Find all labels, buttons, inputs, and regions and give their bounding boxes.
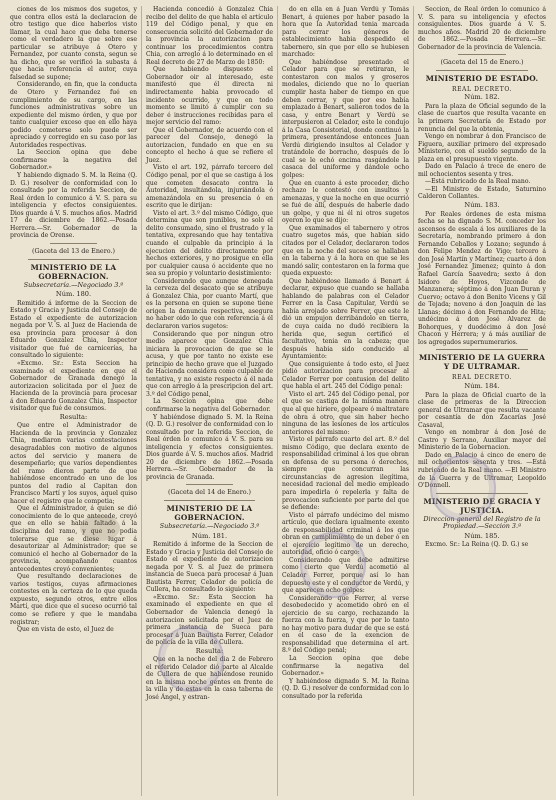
divider [186,484,233,485]
paragraph: Por Reales órdenes de esta misma fecha se ha dignado S. M. conceder los ascensos de escala á los auxiliares de la Secretaría, nombrando primero á don Fernando Ceballos y Lozano; segundo á don Felipe Mendez de Vigo; tercero á don José Martín y Martínez; cuarto á don José Fernandez Jimenez; quinto á don Rafael García Saavedra; sexto á don Isidoro de Hoyos, Vizconde de Manzanera; séptimo á don Juan Duran y Cuervo; octavo á don Benito Vicens y Gil de Tejada; noveno á don Joaquin de las Llanas; décimo á don Fernando de Hita; undécimo á don José Alvarez de Bohorques, y duodécimo á don José Chacon y Herrera; y á más auxiliar de los agregados supernumerarios. [418,210,546,346]
resulta-label: Resulta: [195,646,224,655]
paragraph: Excmo. Sr.: La Reina (Q. D. G.) se [425,541,529,549]
ministry-heading: MINISTERIO DE ESTADO. [425,73,539,83]
paragraph: Que en la noche del dia 2 de Febrero el referido Celador dió parte al Alcalde de Cullera de que habiéndose reunido en la misma noche gentes en frente de la villa y de estas en la casa taberna de José Ángel, y estran- [146,656,273,702]
paragraph: Y habiendo dignado S. M. la Reina (Q. D. G.) resolver de conformidad con lo consultado por la referida Seccion, de Real órden lo comunico á V. S. para su inteligencia y efectos consiguientes. Dios guarde á V. S. muchos años. Madrid 17 de diciembre de 1862.—Posada Herrera.—Sr. Gobernador de la provincia de Orense. [10,172,137,240]
ministry-heading: MINISTERIO DE LA GOBERNACION. [166,504,253,522]
item-number: Núm. 180. [55,290,92,299]
decree-label: REAL DECRETO. [451,85,513,93]
paragraph: Remitido á informe de la Seccion de Estado y Gracia y Justicia del Consejo de Estado el expediente de autorizacion negada por V. S. al Juez de primera instancia de Sueca para procesar á Juan Bautista Ferrer, Celador de policía de Cullera, ha consultado lo siguiente: [146,541,273,594]
paragraph: «Excmo. Sr.: Esta Seccion ha examinado el expediente en que el Gobernador de Valencia denegó la autorizacion solicitada por el Juez de primera instancia de Sueca para procesar á Juan Bautista Ferrer, Celador de policía de la villa de Cullera. [146,593,273,647]
divider [164,500,255,501]
paragraph: Que examinados el tabernero y otros cuatro sugetos más, que habian sido citados por el Celador, declararon todos que en la noche del suceso se hallaban en la taberna y á la hora en que se les mandó salir, contestaron en la forma que queda expuesto: [282,224,409,278]
column-1 [6,6,142,796]
divider [458,54,506,55]
paragraph: Que entre el Administrador de Hacienda de la provincia y Gonzalez Chia, mediaron varias contestaciones desagradables con motivo de algunos actos del servicio y manera de desempeñarlo; que varios dependientes del ramo dieron parte de que habiéndose encontrado en uno de los puntos del radio al Capitan don Francisco Martí y los suyos, aquel quiso hacer el registro que le competia; [10,422,137,505]
ministry-heading: MINISTERIO DE GRACIA Y JUSTICIA. [423,496,541,515]
paragraph: Visto el art. 245 del Código penal, por el que se castiga de la misma manera que al que hiriere, golpeare ó maltratare de obra á otro, que sin haber hecho ninguna de las lesiones de los artículos anteriores del mismo: [282,390,409,436]
department-subheading: Direccion general del Registro de la Propiedad.—Seccion 3.ª [423,514,541,531]
divider [28,259,119,260]
text-columns [6,6,550,796]
divider [436,70,528,71]
paragraph: Y habiéndose dignado S. M. la Reina (Q. D. G.) resolver de conformidad con lo consultado por la referida [282,677,409,700]
paragraph: Y habiéndose dignado S. M. la Reina (Q. D. G.) resolver de conformidad con lo consultado por la referida Seccion, de Real órden lo comunico á V. S. para su inteligencia y efectos consiguientes. Dios guarde á V. S. muchos años. Madrid 20 de diciembre de 1862.—Posada Herrera.—Sr. Gobernador de la provincia de Granada. [146,413,273,481]
paragraph: «Excmo. Sr.: Esta Seccion ha examinado el expediente en que el Gobernador de Granada denegó la autorizacion solicitada por el Juez de Hacienda de la provincia para procesar á don Eduardo Gonzalez Chia, Inspector visitador que fué de consumos. [10,359,137,413]
ministry-heading: MINISTERIO DE LA GUERRA Y DE ULTRAMAR. [418,353,546,372]
decree-label: REAL DECRETO. [451,374,513,382]
resulta-label: Resulta: [59,412,88,421]
paragraph: Que en vista de esto, el Juez de [17,626,114,634]
paragraph: Para la plaza de Oficial cuarto de la clase de primeras de la Direccion general de Ultramar que resulta vacante por cesantía de don Zacarías José Casaval, [418,391,546,429]
paragraph: —El Ministro de Estado, Saturnino Calderon Collantes. [418,185,546,201]
paragraph: Que el Gobernador, de acuerdo con el parecer del Consejo, denegó la autorizacion, fundado en que en su concepto el hecho á que se refiere el Juez. [146,126,273,164]
paragraph: La Seccion opina que debe confirmarse la negativa del Gobernador. [146,398,273,413]
paragraph: Para la plaza de Oficial segundo de la clase de cuartos que resulta vacante en la primera Secretaría de Estado por renuncia del que la obtenia, [418,102,546,133]
paragraph: Visto el art. 192, párrafo tercero del Código penal, por el que se castiga á los que cometen desacato contra la Autoridad, insultándola, injuriándola ó amenazándola en su presencia ó en escrito que le dirijan: [146,164,273,210]
paragraph: Hacienda concedió á Gonzalez Chia recibo del delito de que habla el artículo 119 del Código penal, y que en consecuencia solicitó del Gobernador de la provincia la autorizacion para continuar los procedimientos contra Chia, con arreglo á lo determinado en el Real decreto de 27 de Marzo de 1850: [146,6,273,66]
paragraph: Visto el art. 3.º del mismo Código, que determina que son punibles, no solo el delito consumado, sino el frustrado y la tentativa, expresando que hay tentativa cuando el culpable da principio á la ejecucion del delito directamente por hechos exteriores, y no prosigue en ella por cualquier causa ó accidente que no sea su propio y voluntario desistimiento: [146,209,273,278]
paragraph: Dado en Palacio á cinco de enero de mil ochocientos sesenta y tres. —Está rubricado de la Real mano. —El Ministro de la Guerra y de Ultramar, Leopoldo O'Donnell. [418,451,546,490]
paragraph: Vengo en nombrar á don Francisco de Figuera, auxiliar primero del expresado Ministerio, con el sueldo segundo de la plaza en el presupuesto vigente. [418,133,546,163]
paragraph: La Seccion opina que debe confirmarse la negativa del Gobernador.» [282,655,409,678]
paragraph: ciones de los mismos dos sugetos, y que contra ellos está la declaracion de otro testigo que dice haberlos visto llamar, la cual hace que deba tenerse como el verdadero la que sobre ese particular se atribuye á Otero y Fernandez, por cuanto consta, segun se ha dicho, que se verificó la subasta á que hacia referencia el autor, cuya falsedad se supone; [10,6,137,81]
paragraph: Que habiéndose presentado el Celador para que se retiraran, le contestaron con malos y groseros modales, diciendo que no lo querian cumplir hasta haber de tiempo en que deben cerrar, y que por eso había emplazado á Benart, salieron todos de la casa, y entre Benart y Verdú se interpusieron al Celador, este le condujo á la Casa Consistorial, donde continuó la primera, presentándose entonces Juan Verdú dirigiendo insultos al Celador y tratándole de borracho, después de lo cual se le echó encima rasgándole la casaca del uniforme y dándole ocho golpes: [282,58,409,180]
paragraph: Vengo en nombrar á don José de Castro y Serrano, Auxiliar mayor del Ministerio de la Gobernacion. [418,429,546,452]
paragraph: Remitido á informe de la Seccion de Estado y Gracia y Justicia del Consejo de Estado el expediente de autorizacion negada por V. S. al Juez de Hacienda de esa provincia para procesar á don Eduardo Gonzalez Chia, Inspector visitador que fué de carnicerías, ha consultado lo siguiente: [10,299,137,360]
item-number: Núm. 185. [464,531,500,540]
item-number: Núm. 181. [191,531,228,540]
gazette-date: (Gaceta del 13 de Enero.) [31,246,116,255]
paragraph: Considerando, en fin, que la conducta de Otero y Fernandez fué en cumplimiento de su cargo, en las funciones administrativas sobre un expediente del mismo órden, y que por tanto cualquier exceso que en ello haya podido cometerse solo puede ser apreciado y corregido en su caso por las Autoridades respectivas. [10,81,137,149]
gazette-date: (Gaceta del 15 de Enero.) [440,58,524,67]
divider [50,243,97,244]
paragraph: Que habiendo dispuesto el Gobernador oir al interesado, este manifestó que él directa ni indirectamente habia provocado el incidente ocurrido, y que en todo momento se limitó á cumplir con su deber é instrucciones recibidas para el mejor servicio del ramo: [146,66,273,127]
paragraph: Considerando que debe admitirse como cierto que Verdú acometió al Celador Ferrer, porque así lo han depuesto este y el conductor de Verdú, y que aparecen ocho golpes: [282,556,409,595]
paragraph: Considerando que aunque denegada la cerveza del desacato que se atribuye á Gonzalez Chia, por cuanto Martí, que es la persona en quien se supone tiene origen la denuncia respectiva, asegura no haber oido lo que con referencia á él declararon varios sugetos: [146,277,273,330]
paragraph: Que en cuanto á este proceder, dicho rechazo le contestó con insultos y amenazas, y que la noche en que ocurrió se fué de allí, después de haberle dado un golpe, y que ni él ni otros sugetos oyeron lo que se dijo: [282,179,409,225]
item-number: Núm. 184. [464,381,500,390]
department-subheading: Subsecretaría.—Negociado 3.º [159,522,260,530]
divider [436,349,528,350]
ministry-heading: MINISTERIO DE LA GOBERNACION. [30,262,117,281]
paragraph: Considerando que por ningun otro medio aparece que Gonzalez Chia iniciara la provocacion de que se le acusa, y que por tanto no existe ese principio de hecho grave que el Juzgado de Hacienda considera como culpable de tentativa, y no existe respecto á él nada que con arreglo á la prescripcion del art. 3.º del Código penal, [146,330,274,398]
paragraph: do en ella en á Juan Verdú y Tomás Benart, á quienes por haber pasado la hora que la Autoridad tenia marcada para cerrar los géneros de establecimiento habia despedido el tabernero, sin que por ello se hubiesen marchado: [282,6,409,59]
item-number: Núm. 183. [464,201,500,210]
gazette-date: (Gaceta del 14 de Enero.) [167,488,252,497]
paragraph: Visto el párrafo undécimo del mismo artículo, que declara igualmente exento de responsabilidad criminal á los que obran en cumplimiento de un deber ó en el ejercicio legítimo de un derecho, autoridad, oficio ó cargo: [282,511,409,557]
divider [436,493,528,494]
column-3 [278,6,414,796]
paragraph: Que habiéndose llamado á Benart á declarar, expuso que cuando se hallaba hablando de palabras con el Celador Ferrer en la Casa Capitular, Verdú se había arrojado sobre Ferrer, que este le dió un empujon derribándolo en tierra, de cuya caida no dudó recibiera la herida que, segun certificó el facultativo, tenia en la cabeza; que después habia sido conducido al Ayuntamiento: [282,277,409,361]
paragraph: Que resultando declaraciones de varios testigos, cuyas afirmaciones contestes en la certeza de lo que queda expuesto, segundo otros, entre ellos Martí, que dice que el suceso ocurrió tal como se refiere y que le mandaba registrar; [10,573,137,626]
column-4 [414,6,550,796]
paragraph: Considerando que Ferrer, al verse desobedecido y acometido obró en el ejercicio de su cargo, rechazando la fuerza con la fuerza, y que por lo tanto no hay motivo para dudar de que se está en el caso de la exencion de responsabilidad que determina el art. 8.º del Código penal; [282,594,409,655]
department-subheading: Subsecretaría.—Negociado 3.º [23,280,124,289]
column-2 [142,6,278,796]
paragraph: Visto el párrafo cuarto del art. 8.º del mismo Código, que declara exento de responsabilidad criminal á los que obran en defensa de su persona ó derechos, siempre que concurran las circunstancias de agresion ilegítima, necesidad racional del medio empleado para impedirla ó repelerla y falta de provocacion suficiente por parte del que se defiende: [282,436,409,512]
item-number: Núm. 182. [464,93,500,102]
paragraph: —Está rubricado de la Real mano. [425,178,531,186]
paragraph: Seccion, de Real órden lo comunico á V. S. para su inteligencia y efectos consiguientes. Dios guarde á V. S. muchos años. Madrid 20 de diciembre de 1862.—Posada Herrera.—Sr. Gobernador de la provincia de Valencia. [418,6,546,51]
paragraph: Dado en Palacio á trece de enero de mil ochocientos sesenta y tres. [418,163,546,178]
paragraph: Que consiguiente á todo esto, el Juez pidió autorizacion para procesar al Celador Ferrer por contusion del delito que habla el art. 245 del Código penal: [282,360,409,391]
paragraph: La Seccion opina que debe confirmarse la negativa del Gobernador.» [10,149,137,172]
paragraph: Que el Administrador, á quien se dió conocimiento de lo que antecede, creyó que en ello se habia faltado á la disciplina del ramo, y que no podia tolerarse que se diese lugar á desautorizar al Administrador; que se comunicó el hecho al Gobernador de la provincia, acompañando cuantos antecedentes creyó convenientes; [10,505,137,573]
